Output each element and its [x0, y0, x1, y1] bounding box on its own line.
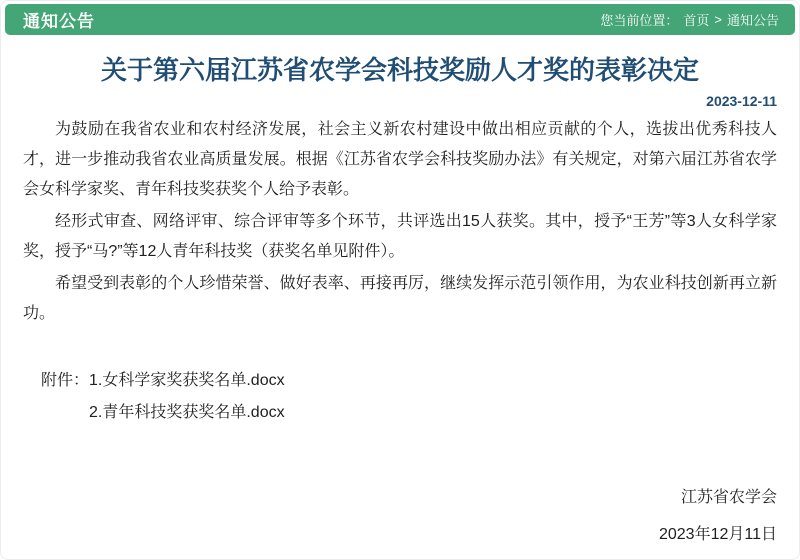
attachments-section	[23, 365, 777, 429]
breadcrumb-current-link[interactable]: 通知公告	[726, 13, 779, 28]
attachment-link-2[interactable]: 2.青年科技奖获奖名单.docx	[89, 404, 285, 421]
article-paragraph: 为鼓励在我省农业和农村经济发展，社会主义新农村建设中做出相应贡献的个人，选拔出优秀科技人才，进一步推动我省农业高质量发展。根据《江苏省农学会科技奖励办法》有关规定，对第六届江苏省农学会女科学家奖、青年科技奖获奖个人给予表彰。	[23, 121, 777, 198]
breadcrumb-prefix: 您当前位置：	[600, 13, 679, 28]
breadcrumb-home-link[interactable]: 首页	[683, 13, 710, 28]
notice-article	[1, 53, 799, 546]
attachments-list	[89, 365, 285, 429]
article-publish-date: 2023-12-11	[706, 93, 777, 109]
article-body	[23, 115, 777, 329]
article-paragraph: 经形式审查、网络评审、综合评审等多个环节，共评选出15人获奖。其中，授予“王芳”等3人女科学家奖，授予“马?”等12人青年科技奖（获奖名单见附件）。	[23, 213, 777, 260]
signature-date: 2023年12月11日	[658, 526, 777, 543]
article-paragraph: 希望受到表彰的个人珍惜荣誉、做好表率、再接再厉，继续发挥示范引领作用，为农业科技创新再立新功。	[23, 275, 777, 322]
signature-organization: 江苏省农学会	[680, 489, 777, 506]
section-header-bar	[5, 4, 795, 35]
signature-block	[23, 487, 777, 546]
section-title: 通知公告	[23, 12, 95, 31]
article-title: 关于第六届江苏省农学会科技奖励人才奖的表彰决定	[100, 55, 699, 85]
breadcrumb	[600, 10, 779, 29]
attachments-label: 附件：	[41, 372, 90, 389]
breadcrumb-separator: >	[714, 12, 722, 27]
attachment-link-1[interactable]: 1.女科学家奖获奖名单.docx	[89, 372, 285, 389]
